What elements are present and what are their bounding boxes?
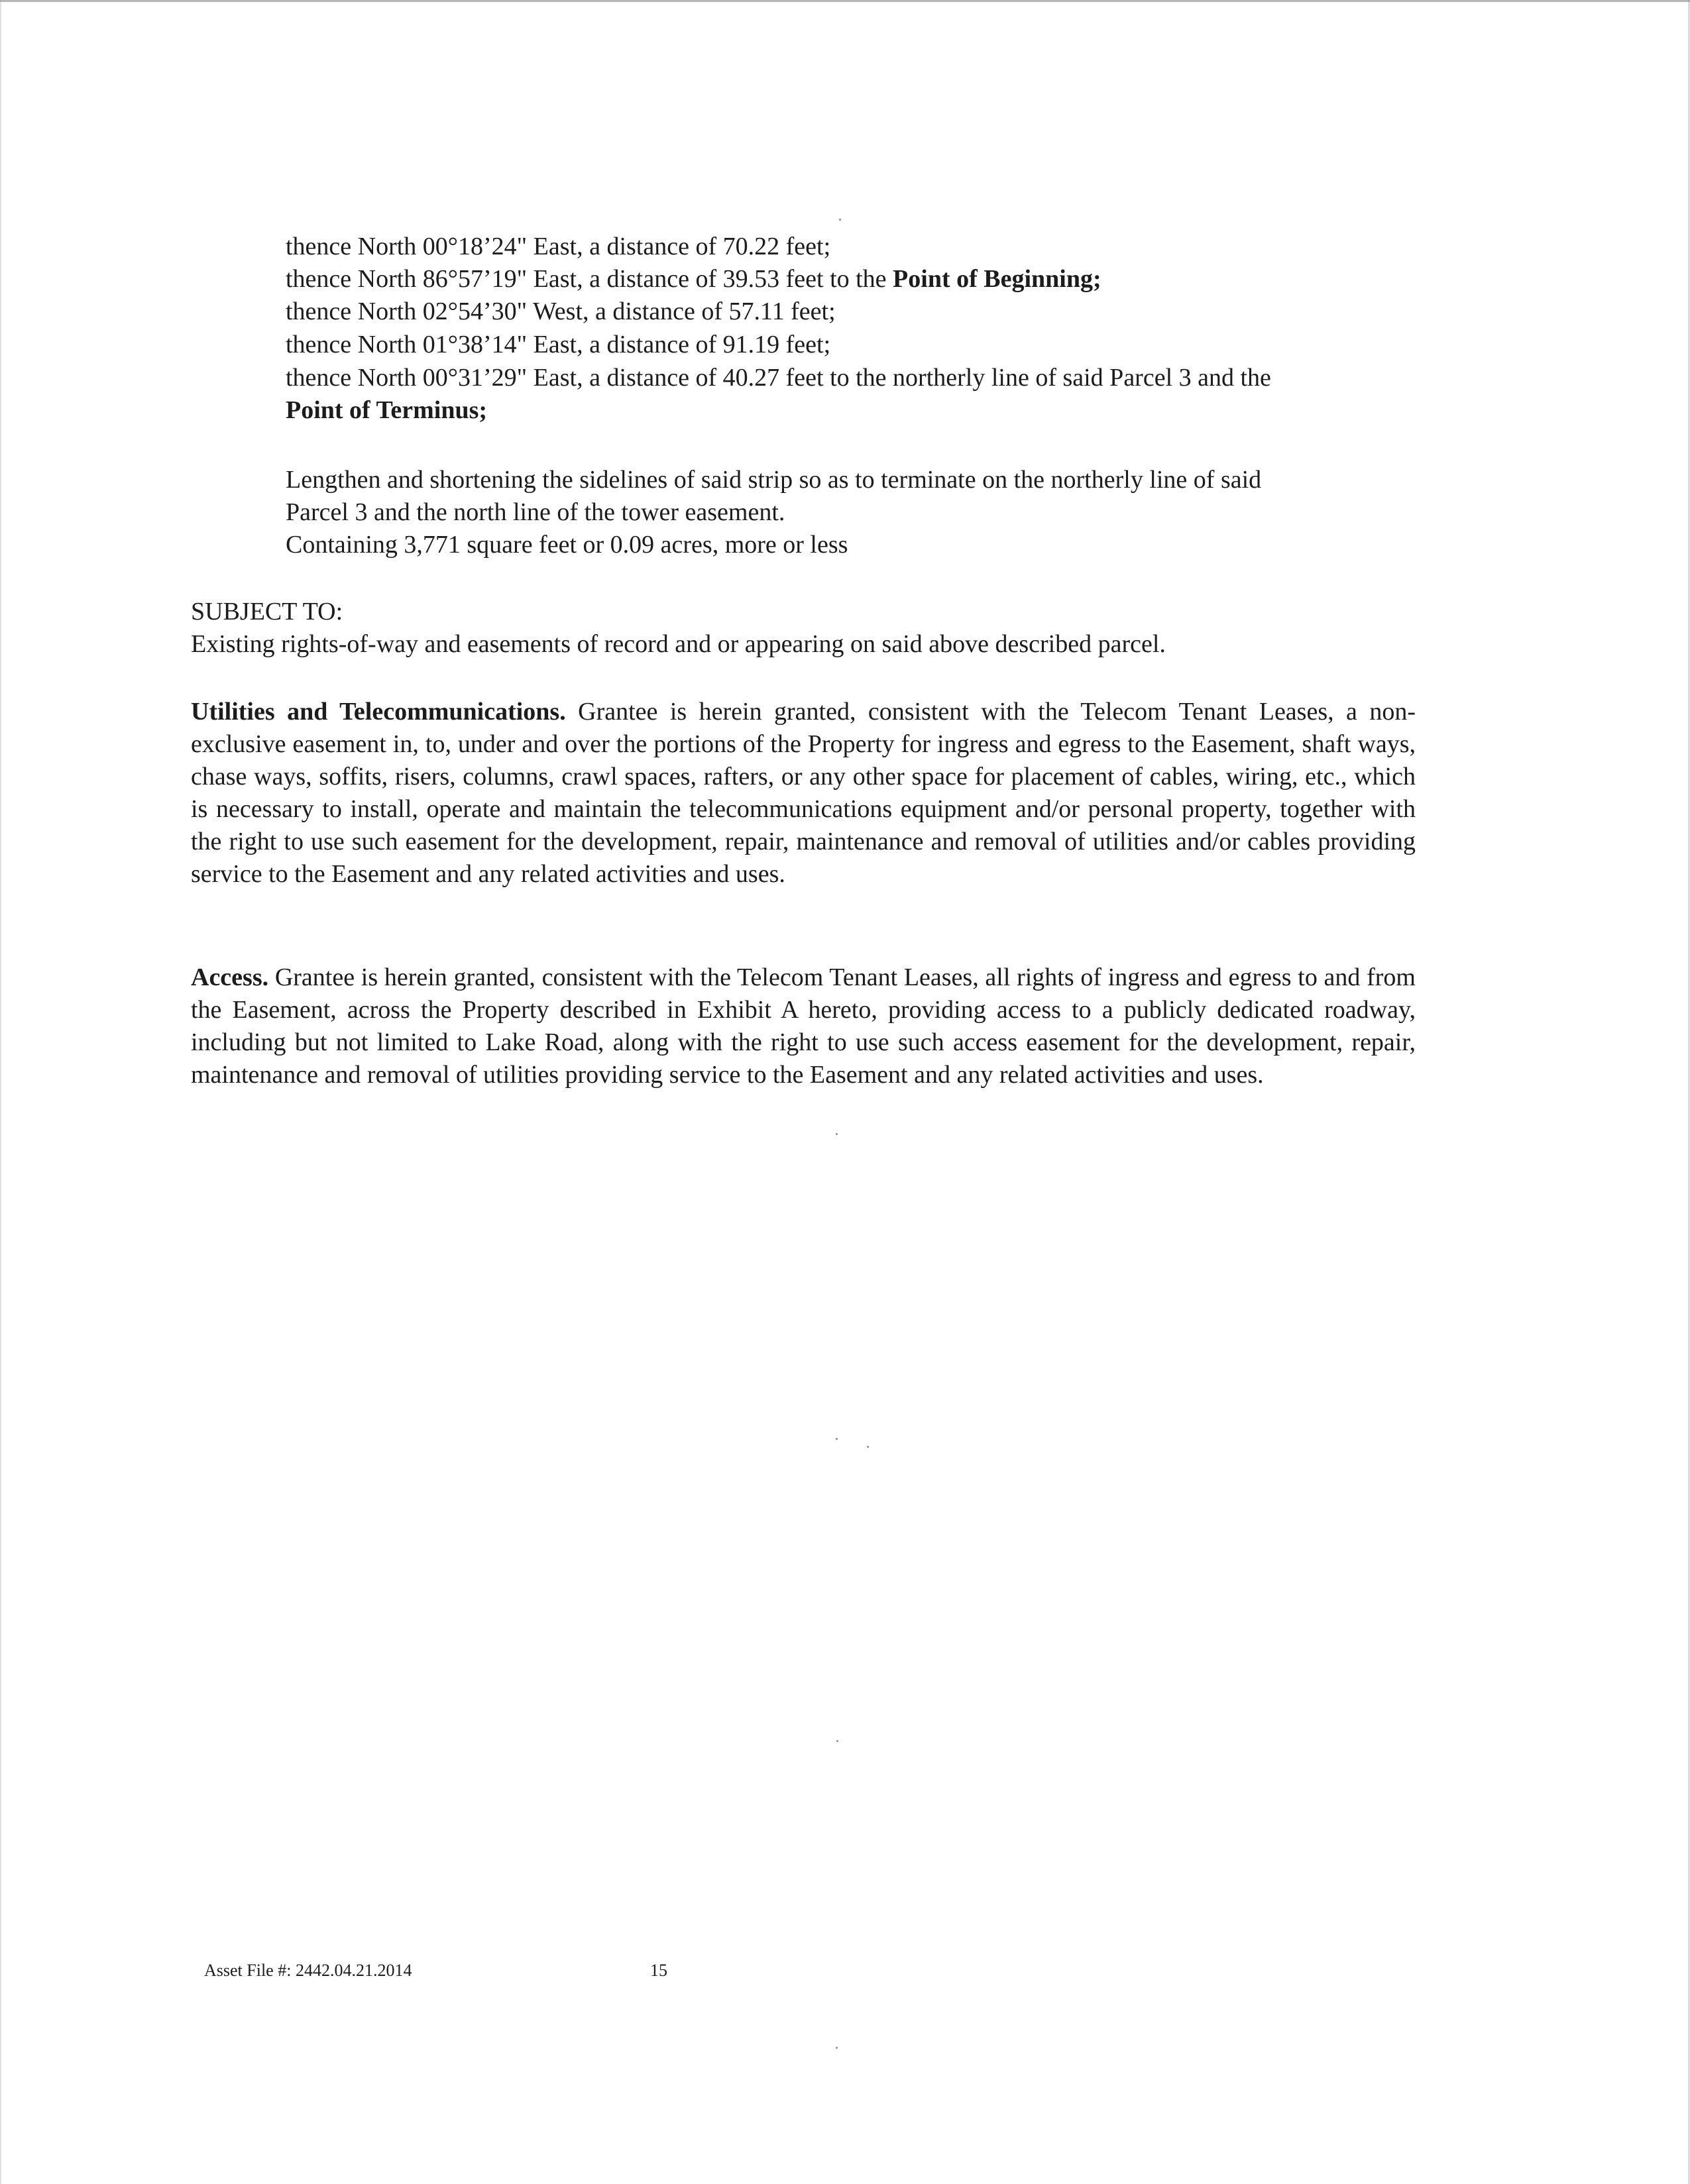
scan-edge-left bbox=[0, 0, 1, 2184]
course-line: thence North 02°54’30" West, a distance of 57.11 feet; bbox=[286, 298, 836, 325]
course-line bbox=[286, 394, 487, 427]
scan-speck bbox=[867, 1446, 869, 1448]
access-body: Grantee is herein granted, consistent with the Telecom Tenant Leases, all rights of ingress and egress to and from the Easement, across the Property described in Exhibit A hereto, providing access to a publicly dedicated roadway, including but not limited to Lake Road, along with the right to use such access easement for the development, repair, maintenance and removal of utilities providing service to the Easement and any related activities and uses. bbox=[191, 963, 1416, 1089]
page-number: 15 bbox=[650, 1961, 667, 1980]
subject-to-heading: SUBJECT TO: bbox=[191, 598, 343, 626]
containing-area: Containing 3,771 square feet or 0.09 acres, more or less bbox=[286, 531, 848, 559]
course-line: thence North 00°18’24" East, a distance of 70.22 feet; bbox=[286, 233, 831, 260]
scan-speck bbox=[836, 2047, 838, 2049]
scan-speck bbox=[836, 1133, 838, 1135]
utilities-title: Utilities and Telecommunications. bbox=[191, 698, 566, 726]
course-line: thence North 86°57’19" East, a distance of 39.53 feet to the Point of Beginning; bbox=[286, 265, 1101, 293]
course-line: thence North 01°38’14" East, a distance of 91.19 feet; bbox=[286, 331, 831, 358]
scan-speck bbox=[836, 1438, 838, 1440]
utilities-paragraph bbox=[191, 696, 1416, 891]
utilities-body: Grantee is herein granted, consistent with the Telecom Tenant Leases, a non-exclusive easement in, to, under and over the portions of the Property for ingress and egress to the Easement, shaft ways, chase ways, soffits, risers, columns, crawl spaces, rafters, or any other space for placement of cables, wiring, etc., which is necessary to install, operate and maintain the telecommunications equipment and/or personal property, together with the right to use such easement for the development, repair, maintenance and removal of utilities and/or cables providing service to the Easement and any related activities and uses. bbox=[191, 698, 1416, 888]
subject-to-text: Existing rights-of-way and easements of record and or appearing on said above described parcel. bbox=[191, 630, 1166, 658]
access-title: Access. bbox=[191, 963, 269, 991]
course-line: thence North 00°31’29" East, a distance of 40.27 feet to the northerly line of said Parcel 3 and the bbox=[286, 364, 1271, 392]
scan-edge-top bbox=[0, 0, 1690, 2]
asset-file-number: Asset File #: 2442.04.21.2014 bbox=[204, 1961, 412, 1980]
scan-speck bbox=[836, 1740, 838, 1742]
point-of-terminus: Point of Terminus; bbox=[286, 396, 488, 424]
lengthen-line: Parcel 3 and the north line of the tower easement. bbox=[286, 498, 785, 526]
lengthen-line: Lengthen and shortening the sidelines of said strip so as to terminate on the northerly line of said bbox=[286, 466, 1262, 494]
scan-speck bbox=[839, 219, 841, 221]
point-of-beginning: Point of Beginning; bbox=[893, 265, 1101, 293]
access-paragraph bbox=[191, 961, 1416, 1091]
